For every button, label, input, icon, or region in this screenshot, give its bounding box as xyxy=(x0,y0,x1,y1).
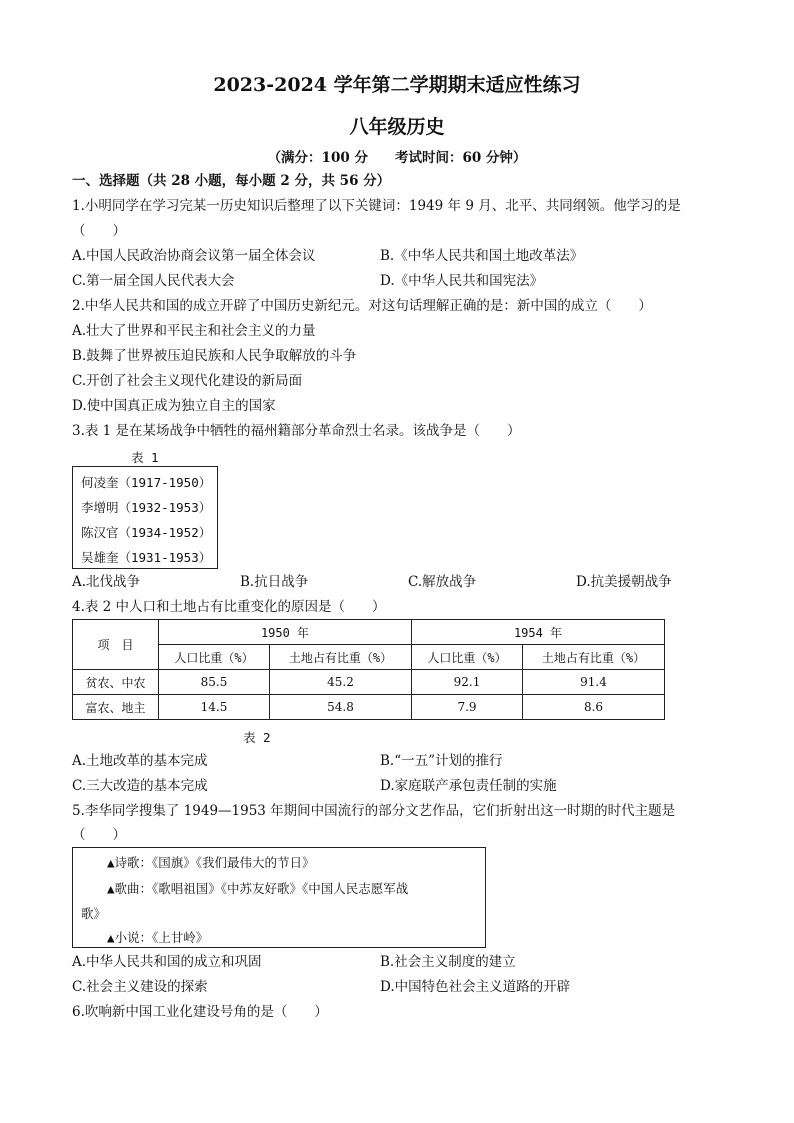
table-row xyxy=(73,670,665,695)
section-heading: 一、选择题（共 28 小题，每小题 2 分，共 56 分） xyxy=(72,173,391,189)
table-header-land: 土地占有比重（%） xyxy=(270,645,412,670)
martyr-name: 陈汉官（1934-1952） xyxy=(81,525,212,540)
table-header-item: 项 目 xyxy=(73,620,159,670)
q1-option-d[interactable]: D.《中华人民共和国宪法》 xyxy=(380,273,544,289)
q3-stem: 3.表 1 是在某场战争中牺牲的福州籍部分革命烈士名录。该战争是（ ） xyxy=(72,423,521,439)
q5-stem: 5.李华同学搜集了 1949—1953 年期间中国流行的部分文艺作品，它们折射出这一时期的时代主题是 xyxy=(72,803,676,819)
table-cell: 54.8 xyxy=(270,695,412,720)
q5-option-a[interactable]: A.中华人民共和国的成立和巩固 xyxy=(72,954,262,970)
q1-option-c[interactable]: C.第一届全国人民代表大会 xyxy=(72,273,235,289)
q1-option-a[interactable]: A.中国人民政治协商会议第一届全体会议 xyxy=(72,248,316,264)
q5-option-b[interactable]: B.社会主义制度的建立 xyxy=(380,954,516,970)
q2-option-a[interactable]: A.壮大了世界和平民主和社会主义的力量 xyxy=(72,323,316,339)
table-cell: 8.6 xyxy=(523,695,665,720)
martyr-name: 李增明（1932-1953） xyxy=(81,500,212,515)
table-cell: 91.4 xyxy=(523,670,665,695)
q2-option-c[interactable]: C.开创了社会主义现代化建设的新局面 xyxy=(72,373,303,389)
table-header-land: 土地占有比重（%） xyxy=(523,645,665,670)
q1-stem: 1.小明同学在学习完某一历史知识后整理了以下关键词：1949 年 9 月、北平、共同纲领。他学习的是 xyxy=(72,198,681,214)
q2-option-b[interactable]: B.鼓舞了世界被压迫民族和人民争取解放的斗争 xyxy=(72,348,357,364)
q5-option-d[interactable]: D.中国特色社会主义道路的开辟 xyxy=(380,979,571,995)
row-label: 富农、地主 xyxy=(73,695,159,720)
q1-option-b[interactable]: B.《中华人民共和国土地改革法》 xyxy=(380,248,584,264)
table-row xyxy=(73,695,665,720)
martyr-name: 何凌奎（1917-1950） xyxy=(81,475,212,490)
table-cell: 45.2 xyxy=(270,670,412,695)
martyr-name: 吴雄奎（1931-1953） xyxy=(81,550,212,565)
table-cell: 92.1 xyxy=(412,670,523,695)
table-header-year2: 1954 年 xyxy=(412,620,665,645)
q5-stem-paren: （ ） xyxy=(72,827,126,843)
exam-title: 2023-2024 学年第二学期期末适应性练习 xyxy=(213,74,581,96)
novel-list: ▲小说：《上甘岭》 xyxy=(107,930,209,945)
table-header-pop: 人口比重（%） xyxy=(159,645,270,670)
table-header-pop: 人口比重（%） xyxy=(412,645,523,670)
q2-stem: 2.中华人民共和国的成立开辟了中国历史新纪元。对这句话理解正确的是：新中国的成立（ ） xyxy=(72,298,652,314)
table1-martyrs xyxy=(72,466,218,569)
table-cell: 85.5 xyxy=(159,670,270,695)
q3-option-a[interactable]: A.北伐战争 xyxy=(72,574,141,590)
table1-caption: 表 1 xyxy=(131,450,159,465)
poem-list: ▲诗歌：《国旗》《我们最伟大的节日》 xyxy=(107,855,315,870)
q3-option-d[interactable]: D.抗美援朝战争 xyxy=(576,574,672,590)
q4-option-a[interactable]: A.土地改革的基本完成 xyxy=(72,753,208,769)
table-cell: 14.5 xyxy=(159,695,270,720)
table-header-year1: 1950 年 xyxy=(159,620,412,645)
q4-option-c[interactable]: C.三大改造的基本完成 xyxy=(72,778,208,794)
table2-population-land xyxy=(72,619,665,720)
q6-stem: 6.吹响新中国工业化建设号角的是（ ） xyxy=(72,1004,328,1020)
q3-option-c[interactable]: C.解放战争 xyxy=(408,574,477,590)
song-list-cont: 歌》 xyxy=(81,906,107,921)
table2-caption: 表 2 xyxy=(243,730,271,745)
subject-title: 八年级历史 xyxy=(349,116,445,138)
q3-option-b[interactable]: B.抗日战争 xyxy=(240,574,309,590)
exam-info: （满分：100 分 考试时间：60 分钟） xyxy=(267,150,527,166)
q4-stem: 4.表 2 中人口和土地占有比重变化的原因是（ ） xyxy=(72,599,386,615)
q1-stem-paren: （ ） xyxy=(72,223,126,239)
q5-option-c[interactable]: C.社会主义建设的探索 xyxy=(72,979,208,995)
artworks-box xyxy=(72,847,486,948)
q2-option-d[interactable]: D.使中国真正成为独立自主的国家 xyxy=(72,398,276,414)
song-list: ▲歌曲：《歌唱祖国》《中苏友好歌》《中国人民志愿军战 xyxy=(107,881,409,896)
q4-option-d[interactable]: D.家庭联产承包责任制的实施 xyxy=(380,778,557,794)
q4-option-b[interactable]: B.“一五”计划的推行 xyxy=(380,753,503,769)
row-label: 贫农、中农 xyxy=(73,670,159,695)
table-cell: 7.9 xyxy=(412,695,523,720)
